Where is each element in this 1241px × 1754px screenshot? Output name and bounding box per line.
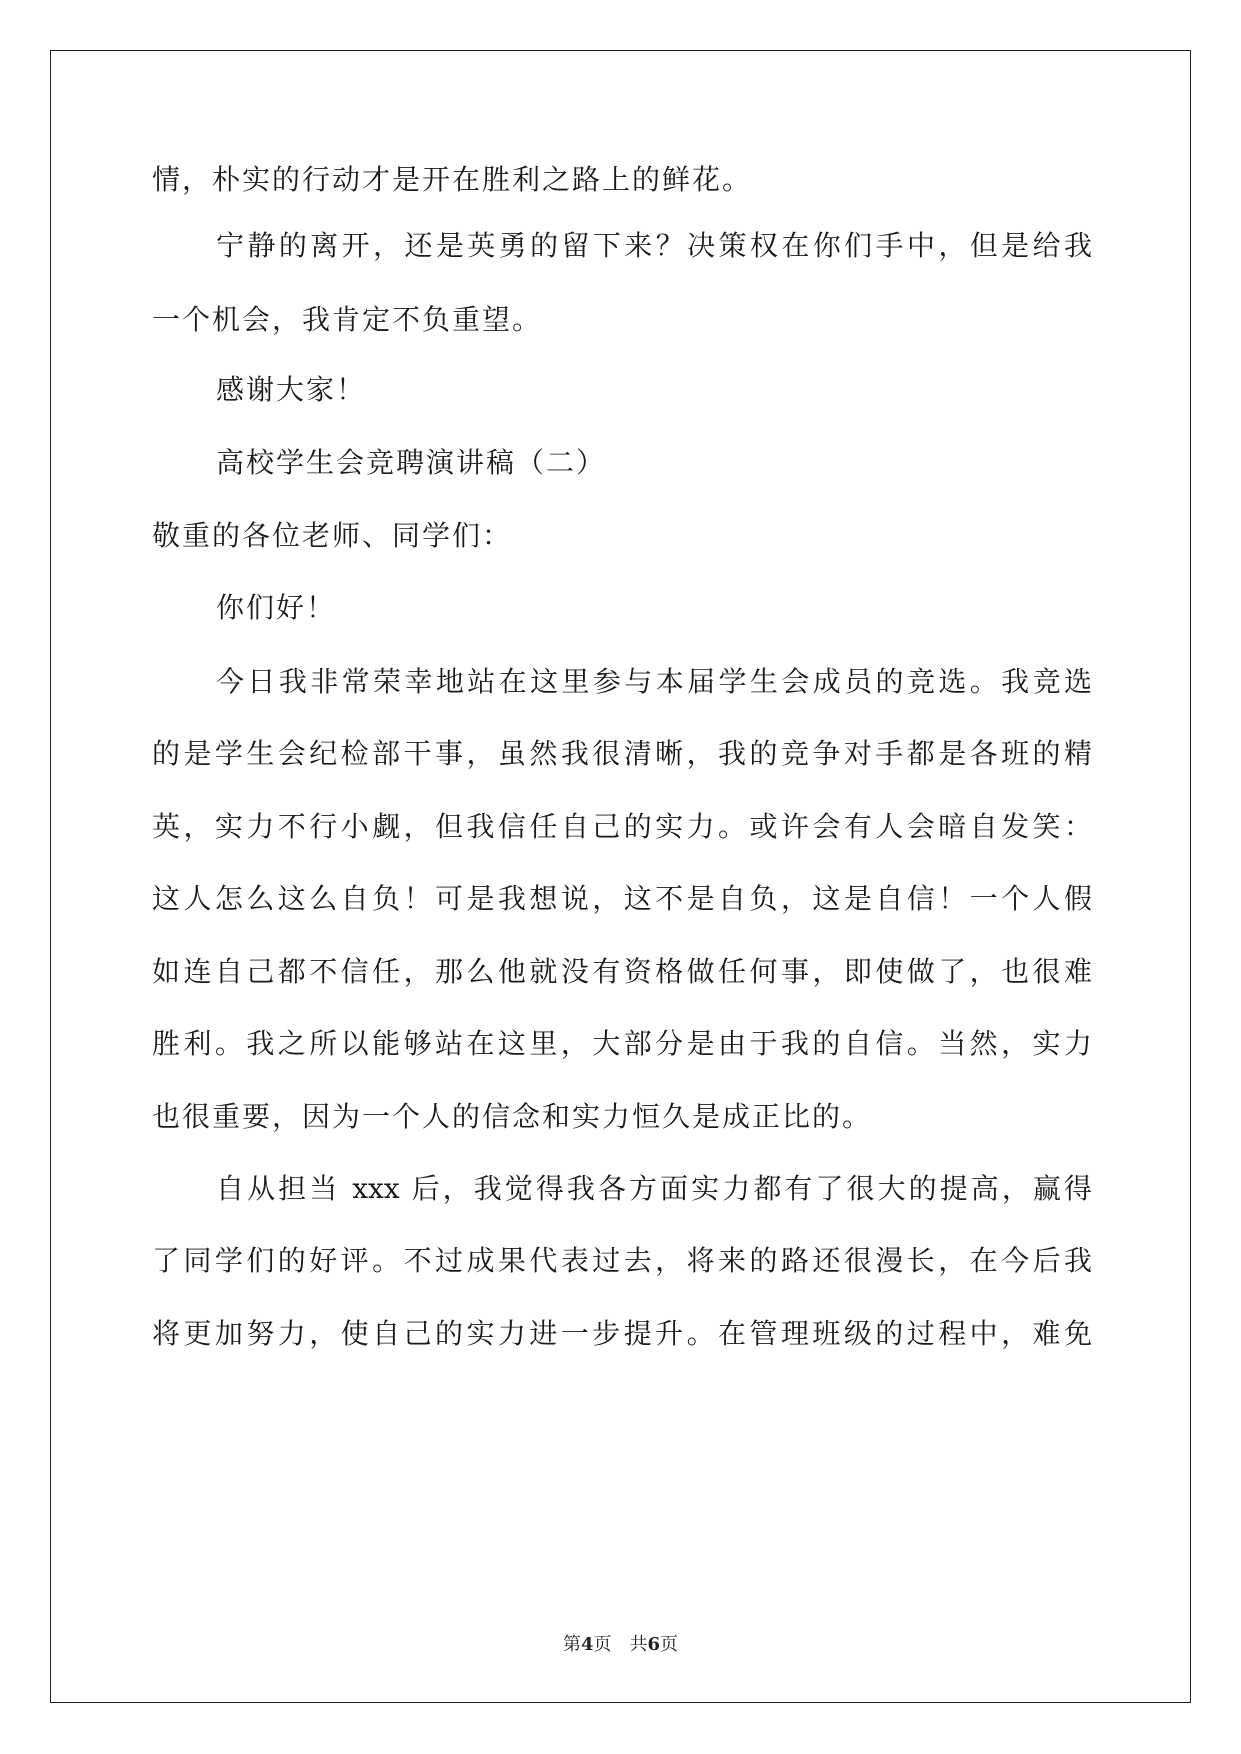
text-line: 自从担当 xxx 后，我觉得我各方面实力都有了很大的提高，赢得 [216, 1172, 1092, 1205]
total-suffix: 页 [660, 1634, 679, 1655]
page-prefix: 第 [562, 1634, 581, 1655]
page-border [50, 50, 1191, 1703]
text-line: 感谢大家！ [216, 373, 367, 406]
text-line: 这人怎么这么自负！可是我想说，这不是自负，这是自信！一个人假 [152, 882, 1092, 915]
total-prefix: 共 [629, 1634, 648, 1655]
current-page-number: 4 [580, 1634, 594, 1655]
text-line: 胜利。我之所以能够站在这里，大部分是由于我的自信。当然，实力 [152, 1027, 1092, 1060]
salutation: 敬重的各位老师、同学们： [152, 519, 513, 552]
text-line: 英，实力不行小觑，但我信任自己的实力。或许会有人会暗自发笑： [152, 810, 1092, 843]
text-line: 的是学生会纪检部干事，虽然我很清晰，我的竞争对手都是各班的精 [152, 737, 1092, 770]
text-line: 也很重要，因为一个人的信念和实力恒久是成正比的。 [152, 1100, 873, 1133]
text-line: 将更加努力，使自己的实力进一步提升。在管理班级的过程中，难免 [152, 1317, 1092, 1350]
text-line: 了同学们的好评。不过成果代表过去，将来的路还很漫长，在今后我 [152, 1244, 1092, 1277]
text-line: 今日我非常荣幸地站在这里参与本届学生会成员的竞选。我竞选 [216, 665, 1092, 698]
total-page-number: 6 [647, 1634, 661, 1655]
section-title: 高校学生会竞聘演讲稿（二） [216, 446, 607, 479]
text-line: 一个机会，我肯定不负重望。 [152, 303, 543, 336]
page-suffix: 页 [593, 1634, 612, 1655]
page-footer [0, 1633, 1241, 1657]
text-line: 情，朴实的行动才是开在胜利之路上的鲜花。 [152, 163, 753, 196]
text-line: 宁静的离开，还是英勇的留下来？决策权在你们手中，但是给我 [216, 229, 1092, 262]
text-line: 如连自己都不信任，那么他就没有资格做任何事，即使做了，也很难 [152, 955, 1092, 988]
greeting: 你们好！ [216, 591, 337, 624]
